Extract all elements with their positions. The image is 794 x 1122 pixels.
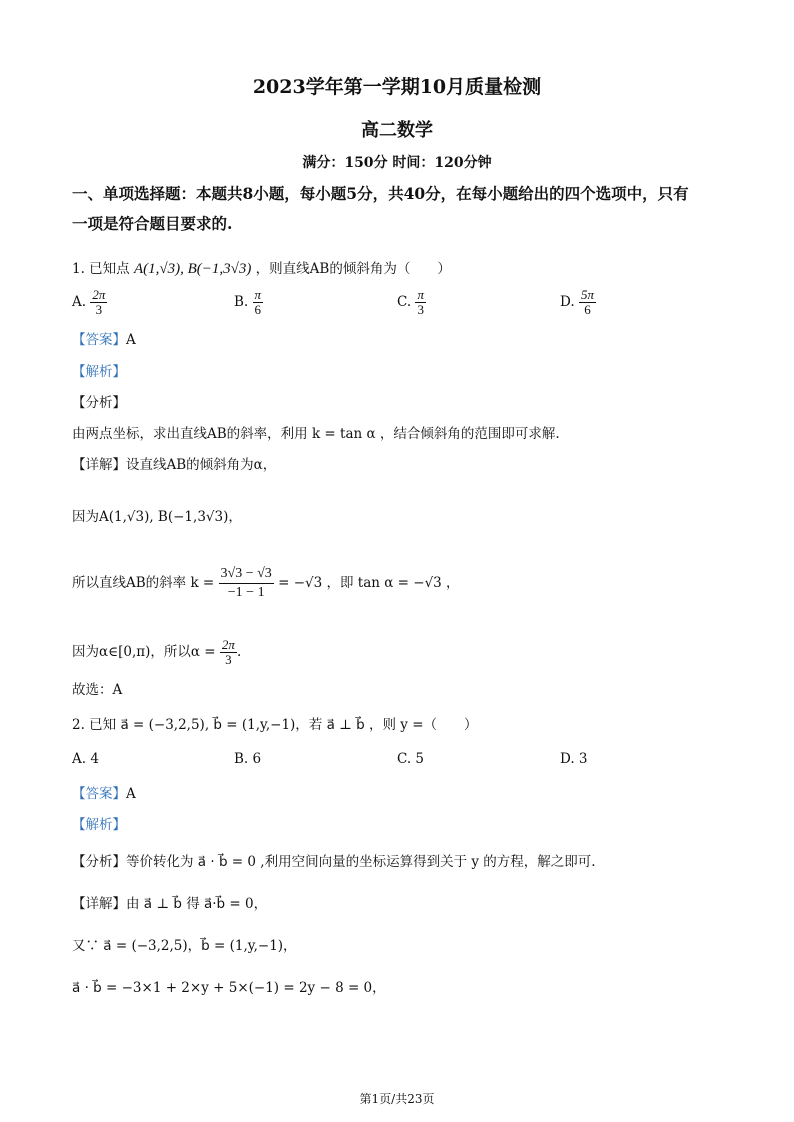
question-1-jiexi: [72, 360, 126, 380]
question-1-option-a: [72, 288, 107, 317]
question-1-conclusion: 故选：A: [72, 682, 123, 698]
question-1-answer: [72, 328, 136, 348]
question-1-step2: [72, 565, 460, 602]
option-fraction: $\frac{5\pi}{6}$: [580, 287, 594, 317]
jiexi-tag: 【解析】: [72, 364, 126, 380]
question-2-jiexi: [72, 813, 126, 833]
question-2-option-a: A. 4: [72, 751, 99, 767]
question-2-option-d: D. 3: [560, 751, 588, 767]
detail-text: 由 a⃗ ⊥ b⃗ 得 a⃗·b⃗ = 0，: [126, 896, 268, 912]
page-footer: 第1页/共23页: [359, 1092, 435, 1106]
question-2-option-b: B. 6: [234, 751, 262, 767]
jiexi-tag: 【解析】: [72, 817, 126, 833]
question-2-detail: [72, 892, 267, 912]
detail-tag: 【详解】: [72, 457, 126, 473]
question-2-stem: 2. 已知 a⃗ = (−3,2,5), b⃗ = (1,y,−1)，若 a⃗ ⊥ b⃗ ，则 y =（ ）: [72, 717, 478, 733]
question-1-option-d: [560, 288, 596, 317]
question-1-step1: 因为A(1,√3), B(−1,3√3)，: [72, 509, 242, 525]
question-2-answer: [72, 782, 136, 802]
answer-tag: 【答案】: [72, 332, 126, 348]
fenxi-text: 等价转化为 a⃗ · b⃗ = 0 ,利用空间向量的坐标运算得到关于 y 的方程，解之即可.: [126, 854, 596, 870]
answer-value: A: [126, 786, 136, 802]
section-heading-line2: 一项是符合题目要求的.: [72, 214, 233, 233]
option-label: D.: [560, 294, 575, 310]
option-label: A.: [72, 294, 87, 310]
option-fraction: $\frac{\pi}{3}$: [417, 287, 424, 317]
fenxi-tag: 【分析】: [72, 854, 126, 870]
option-fraction: $\frac{2\pi}{3}$: [92, 287, 106, 317]
question-1-points: A(1,√3), B(−1,3√3): [133, 261, 252, 277]
page-title: 2023学年第一学期10月质量检测: [252, 76, 542, 98]
question-1-suffix: ，则直线AB的倾斜角为（ ）: [255, 261, 451, 277]
question-1-fenxi: 由两点坐标，求出直线AB的斜率，利用 k = tan α ，结合倾斜角的范围即可求解.: [72, 426, 560, 442]
section-heading-line1: 一、单项选择题：本题共8小题，每小题5分，共40分，在每小题给出的四个选项中，只有: [72, 184, 689, 203]
answer-value: A: [126, 332, 136, 348]
question-1-prefix: 1. 已知点: [72, 261, 130, 277]
step3-prefix: 因为α∈[0,π)，所以α =: [72, 644, 216, 660]
question-1-step3: [72, 638, 241, 667]
question-2-option-c: C. 5: [397, 751, 425, 767]
question-1-option-c: [397, 288, 426, 317]
question-2-step1: 又∵ a⃗ = (−3,2,5)，b⃗ = (1,y,−1)，: [72, 938, 297, 954]
step2-prefix: 所以直线AB的斜率 k =: [72, 575, 215, 591]
question-1-detail: [72, 453, 276, 473]
option-label: B.: [234, 294, 249, 310]
detail-tag: 【详解】: [72, 896, 126, 912]
option-label: C.: [397, 294, 412, 310]
step3-suffix: .: [236, 644, 242, 660]
exam-meta: 满分：150分 时间：120分钟: [302, 155, 492, 171]
question-1-option-b: [234, 288, 263, 317]
question-2-step2: a⃗ · b⃗ = −3×1 + 2×y + 5×(−1) = 2y − 8 = 0，: [72, 980, 386, 996]
answer-tag: 【答案】: [72, 786, 126, 802]
question-1-stem: [72, 257, 451, 278]
question-1-fenxi-tag: 【分析】: [72, 395, 126, 411]
option-fraction: $\frac{\pi}{6}$: [254, 287, 262, 317]
page-subtitle: 高二数学: [361, 120, 433, 141]
slope-fraction: $\frac{3√3 - √3}{-1 - 1}$: [220, 566, 272, 600]
detail-text: 设直线AB的倾斜角为α，: [126, 457, 277, 473]
alpha-fraction: $\frac{2\pi}{3}$: [221, 637, 235, 667]
question-2-fenxi: [72, 850, 596, 870]
step2-suffix: = −√3 ，即 tan α = −√3 ，: [278, 575, 460, 591]
